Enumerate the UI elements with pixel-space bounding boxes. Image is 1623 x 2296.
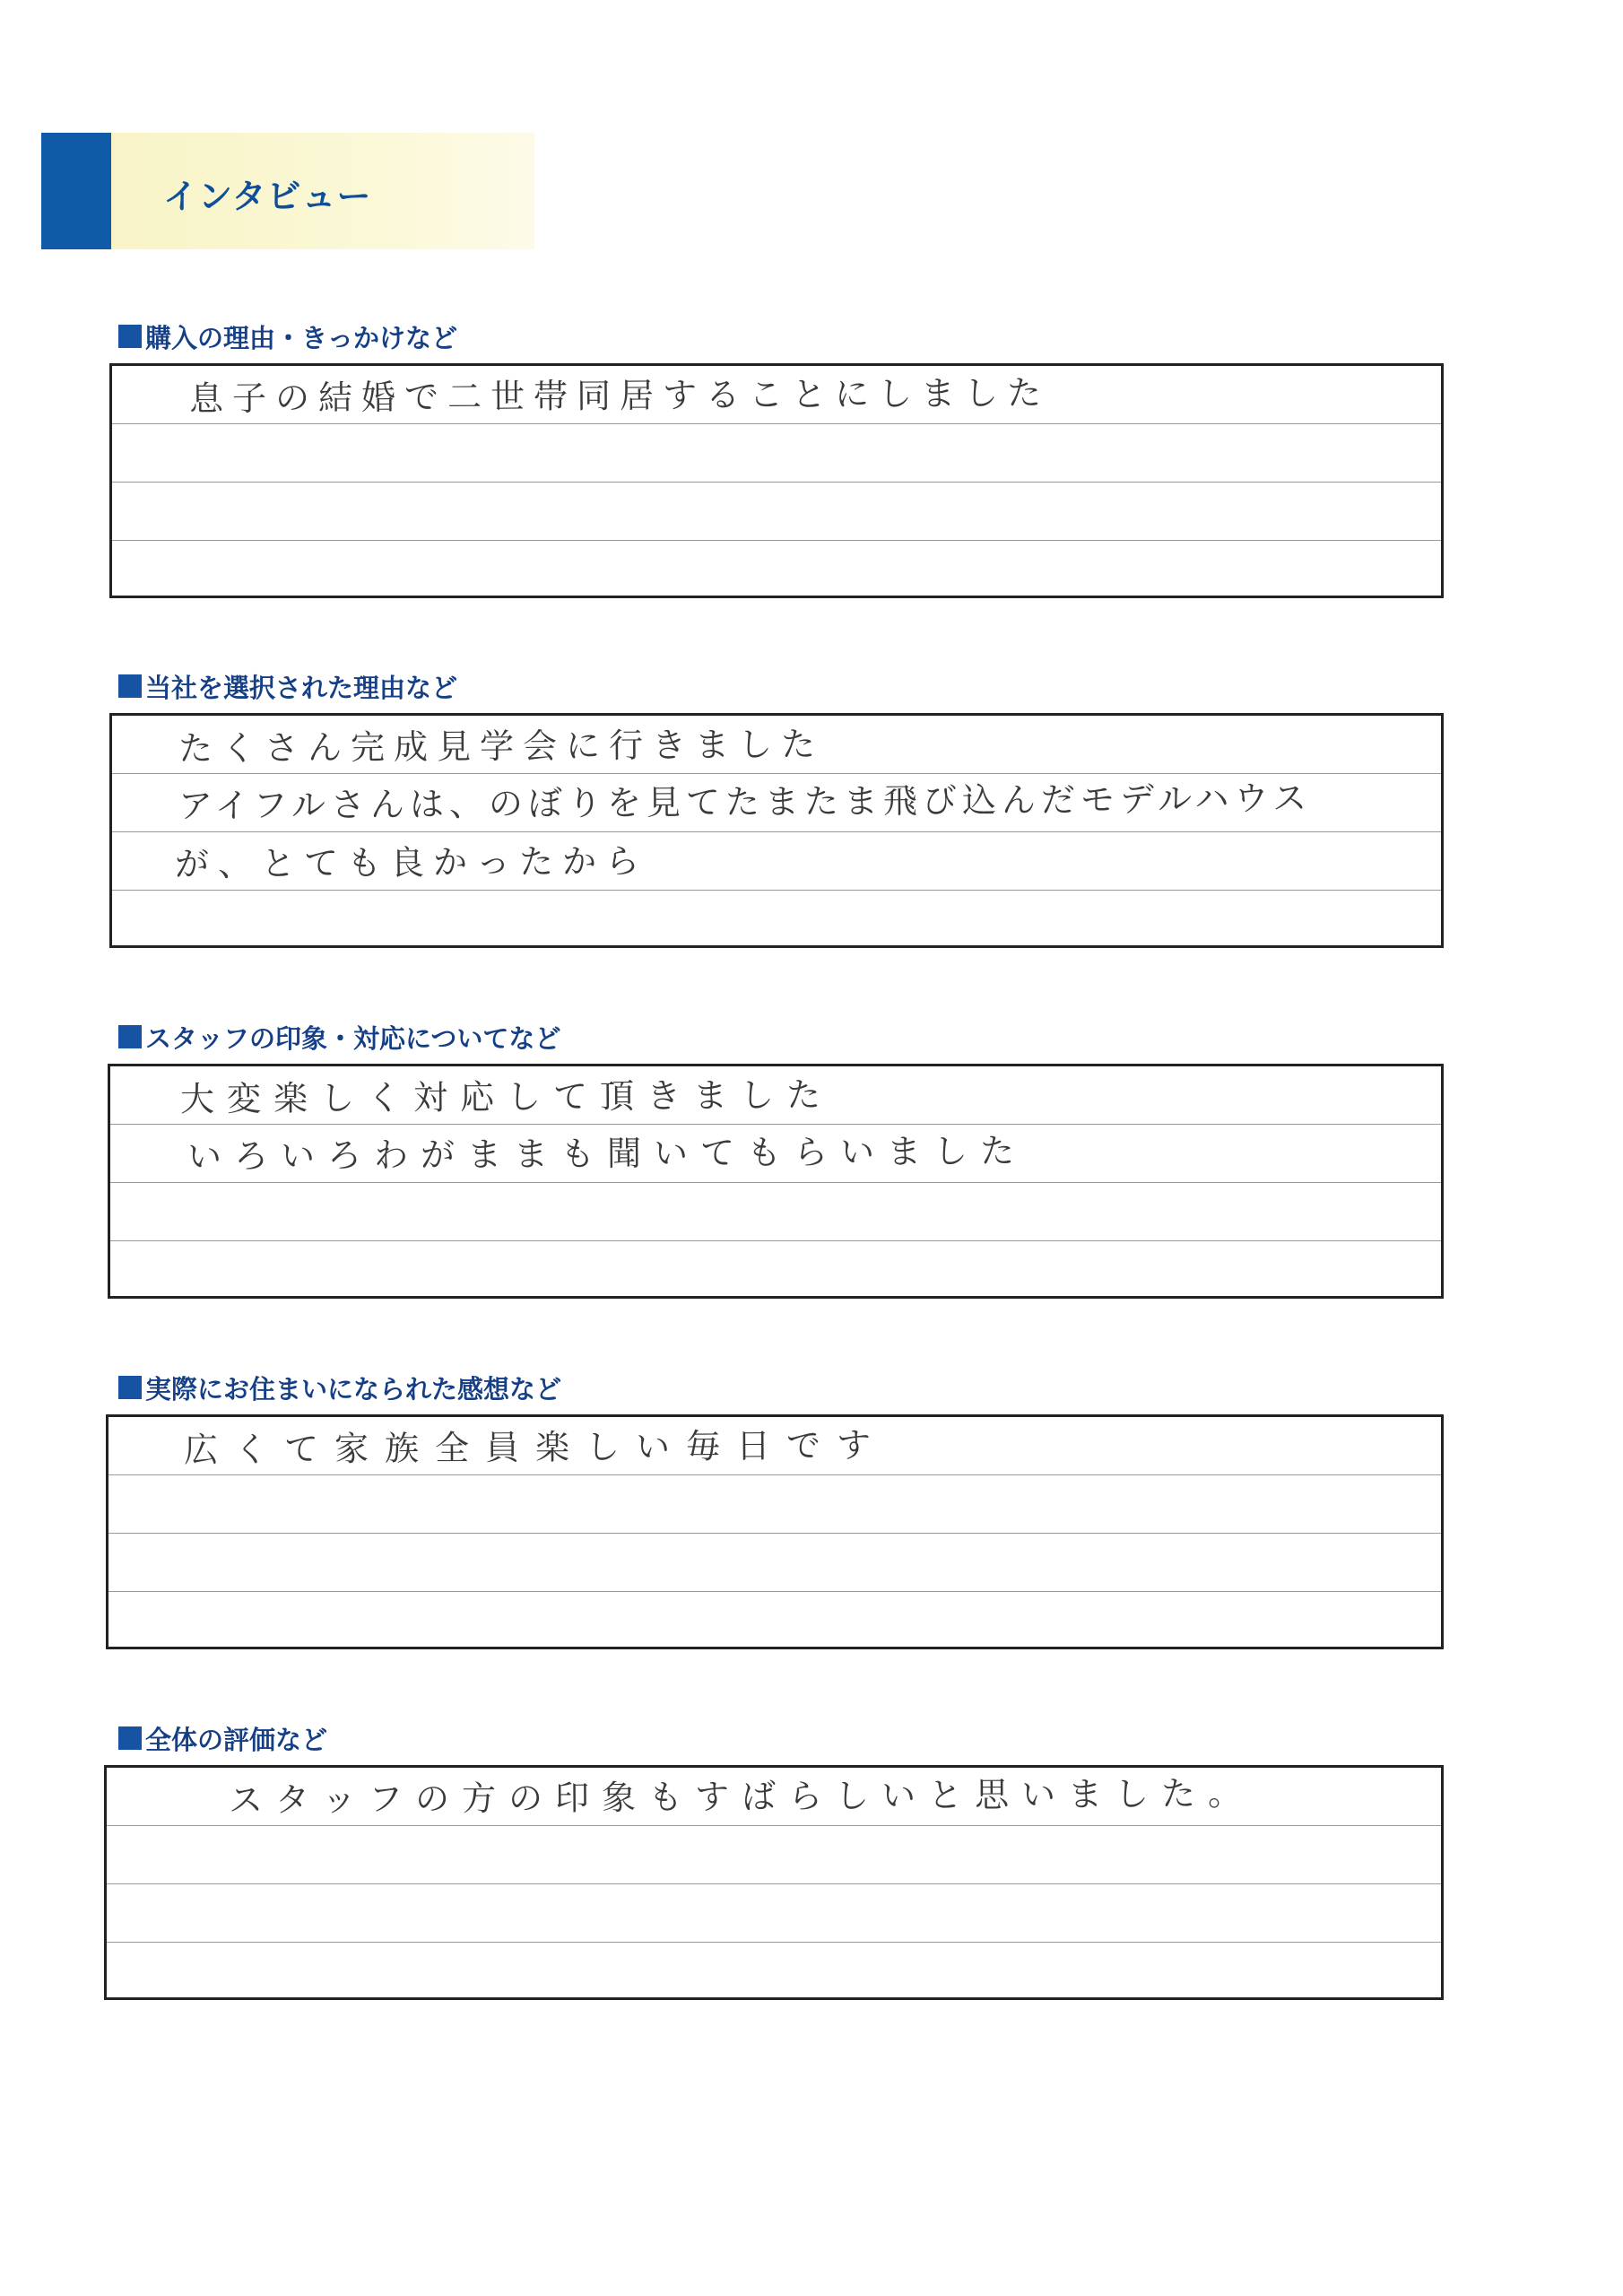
handwritten-answer-line: いろいろわがままも聞いてもらいました [187, 1131, 1028, 1177]
square-bullet-icon [118, 325, 142, 348]
page-title: インタビュー [163, 177, 372, 216]
ruled-line [108, 1533, 1441, 1534]
ruled-line [110, 1240, 1441, 1241]
section-label-text: 当社を選択された理由など [145, 672, 458, 703]
section-label [118, 668, 457, 704]
section-label-text: スタッフの印象・対応についてなど [145, 1022, 561, 1054]
handwritten-answer-line: たくさん完成見学会に行きました [178, 724, 825, 769]
header-banner [41, 133, 534, 249]
section-label-text: 実際にお住まいになられた感想など [145, 1373, 562, 1405]
answer-box [109, 363, 1444, 598]
answer-box [106, 1414, 1444, 1649]
answer-box [109, 713, 1444, 948]
header-accent-bar [41, 133, 111, 249]
handwritten-answer-line: が、とても良かったから [174, 840, 649, 884]
ruled-line [108, 1591, 1441, 1592]
handwritten-answer-line: 息子の結婚で二世帯同居することにしました [188, 372, 1051, 419]
section-label [118, 1370, 561, 1405]
section-label [118, 1720, 327, 1756]
ruled-line [112, 540, 1441, 541]
ruled-line [107, 1883, 1441, 1884]
square-bullet-icon [118, 1025, 142, 1048]
section-label-text: 購入の理由・きっかけなど [145, 322, 458, 353]
handwritten-answer-line: アイフルさんは、のぼりを見てたまたま飛び込んだモデルハウス [178, 778, 1313, 826]
answer-box [108, 1064, 1444, 1299]
handwritten-answer-line: 広くて家族全員楽しい毎日です [183, 1425, 888, 1470]
square-bullet-icon [118, 674, 142, 698]
handwritten-answer-line: 大変楽しく対応して頂きました [179, 1074, 834, 1119]
square-bullet-icon [118, 1376, 142, 1399]
section-label [118, 1019, 560, 1055]
section-label-text: 全体の評価など [145, 1724, 328, 1755]
ruled-line [112, 482, 1441, 483]
answer-box [104, 1765, 1444, 2000]
handwritten-answer-line: スタッフの方の印象もすばらしいと思いました。 [228, 1773, 1255, 1821]
square-bullet-icon [118, 1726, 142, 1750]
section-label [118, 318, 457, 354]
ruled-line [107, 1942, 1441, 1943]
